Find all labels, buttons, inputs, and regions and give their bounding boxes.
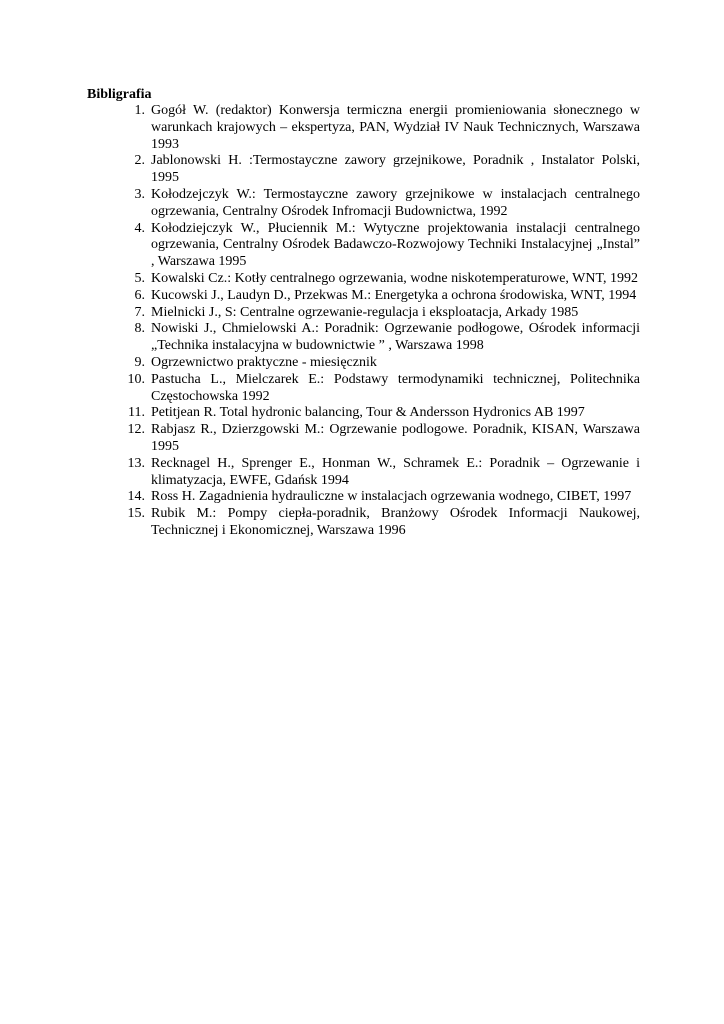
bibliography-entry-3	[87, 187, 640, 221]
bibliography-entry-8	[87, 321, 640, 355]
entry-number: 14.	[127, 489, 145, 505]
bibliography-entry-14	[87, 489, 640, 506]
entry-text: Nowiski J., Chmielowski A.: Poradnik: Ogrzewanie podłogowe, Ośrodek informacji „Technika instalacyjna w budownictwie ” , Warszawa 1998	[151, 321, 640, 354]
entry-number: 2.	[134, 153, 145, 169]
entry-text: Rabjasz R., Dzierzgowski M.: Ogrzewanie podlogowe. Poradnik, KISAN, Warszawa 1995	[151, 422, 640, 454]
entry-text: Ogrzewnictwo praktyczne - miesięcznik	[151, 354, 377, 370]
entry-number: 4.	[134, 220, 145, 236]
bibliography-entry-12	[87, 422, 640, 456]
entry-number: 8.	[134, 321, 145, 337]
entry-text: Pastucha L., Mielczarek E.: Podstawy termodynamiki technicznej, Politechnika Częstochowska 1992	[151, 371, 640, 404]
entry-number: 11.	[128, 405, 145, 421]
entry-text: Recknagel H., Sprenger E., Honman W., Schramek E.: Poradnik – Ogrzewanie i klimatyzacja, EWFE, Gdańsk 1994	[151, 455, 640, 488]
entry-number: 5.	[134, 270, 145, 286]
entry-text: Gogół W. (redaktor) Konwersja termiczna energii promieniowania słonecznego w warunkach krajowych – ekspertyza, PAN, Wydział IV Nauk Technicznych, Warszawa 1993	[151, 103, 640, 152]
bibliography-entry-10	[87, 372, 640, 406]
bibliography-entry-2	[87, 153, 640, 187]
entry-text: Kowalski Cz.: Kotły centralnego ogrzewania, wodne niskotemperaturowe, WNT, 1992	[151, 270, 639, 286]
entry-number: 9.	[134, 354, 145, 370]
entry-text: Mielnicki J., S: Centralne ogrzewanie-regulacja i eksploatacja, Arkady 1985	[151, 304, 579, 320]
bibliography-section	[87, 86, 640, 540]
entry-number: 12.	[127, 422, 145, 438]
bibliography-list	[87, 103, 640, 540]
bibliography-entry-6	[87, 288, 640, 305]
entry-text: Ross H. Zagadnienia hydrauliczne w instalacjach ogrzewania wodnego, CIBET, 1997	[151, 489, 632, 505]
entry-number: 1.	[134, 103, 145, 118]
entry-number: 7.	[134, 304, 145, 320]
entry-text: Petitjean R. Total hydronic balancing, Tour & Andersson Hydronics AB 1997	[151, 405, 585, 421]
bibliography-entry-15	[87, 506, 640, 540]
entry-number: 13.	[127, 455, 145, 471]
entry-text: Rubik M.: Pompy ciepła-poradnik, Branżowy Ośrodek Informacji Naukowej, Technicznej i Ekonomicznej, Warszawa 1996	[151, 506, 640, 538]
entry-number: 15.	[127, 506, 145, 522]
entry-text: Kołodziejczyk W., Płuciennik M.: Wytyczne projektowania instalacji centralnego ogrzewania, Centralny Ośrodek Badawczo-Rozwojowy Techniki Instalacyjnej „Instal” , Warszawa 1995	[151, 220, 640, 270]
bibliography-entry-11	[87, 405, 640, 422]
entry-text: Kołodzejczyk W.: Termostayczne zawory grzejnikowe w instalacjach centralnego ogrzewania, Centralny Ośrodek Infromacji Budownictwa, 1992	[151, 186, 640, 219]
bibliography-entry-7	[87, 305, 640, 322]
entry-text: Jablonowski H. :Termostayczne zawory grzejnikowe, Poradnik , Instalator Polski, 1995	[151, 153, 640, 186]
entry-number: 3.	[134, 186, 145, 202]
bibliography-entry-4	[87, 221, 640, 271]
bibliography-entry-1	[87, 103, 640, 153]
bibliography-entry-9	[87, 355, 640, 372]
entry-text: Kucowski J., Laudyn D., Przekwas M.: Energetyka a ochrona środowiska, WNT, 1994	[151, 287, 637, 303]
bibliography-heading: Bibligrafia	[87, 87, 152, 102]
entry-number: 6.	[134, 287, 145, 303]
bibliography-entry-5	[87, 271, 640, 288]
entry-number: 10.	[127, 371, 145, 387]
bibliography-entry-13	[87, 456, 640, 490]
